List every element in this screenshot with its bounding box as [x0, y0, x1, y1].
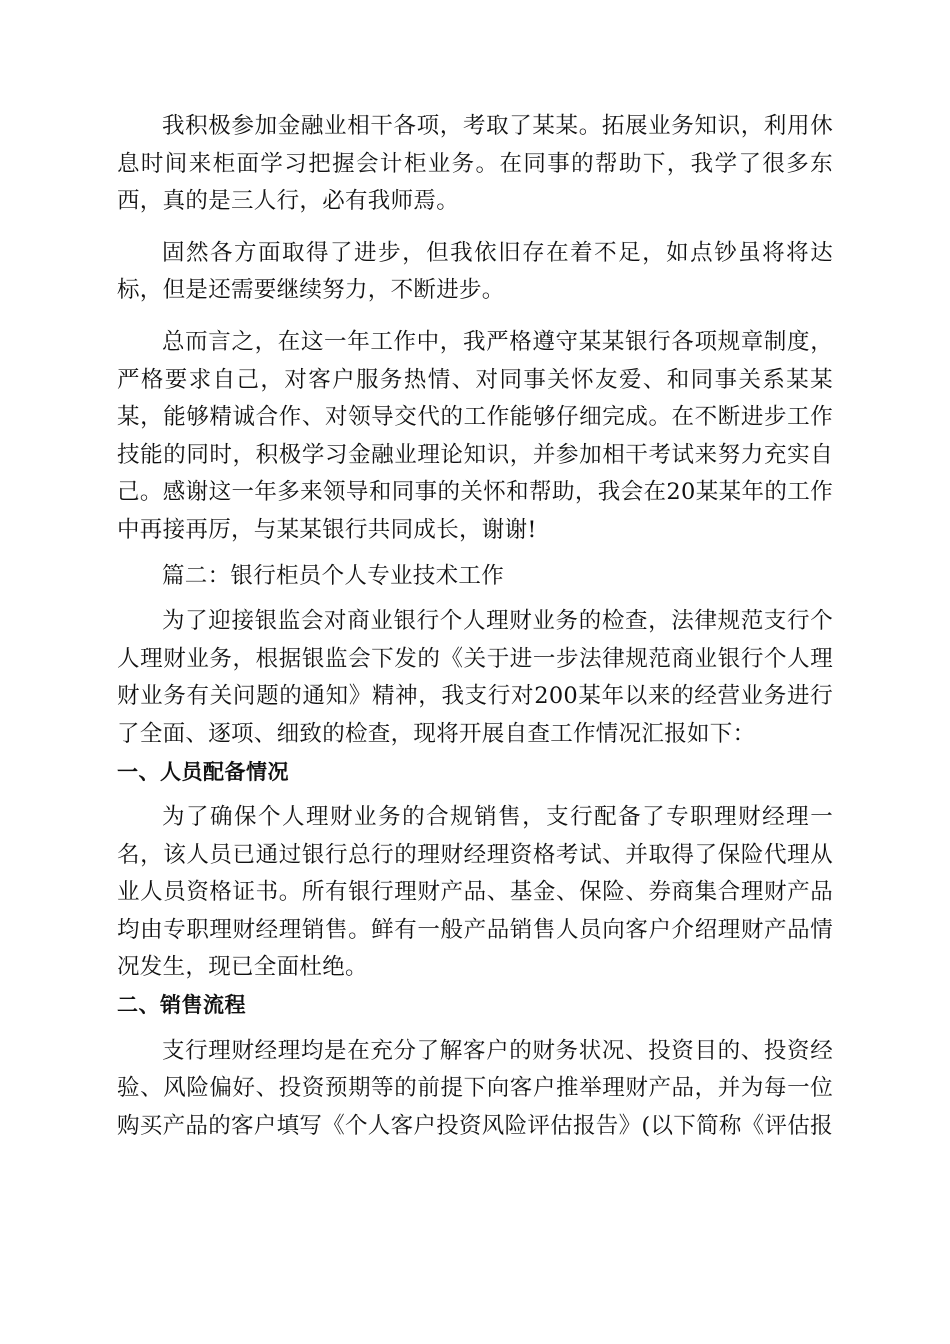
heading-sales-process: 二、销售流程	[117, 993, 246, 1018]
section-title-part-two: 篇二：银行柜员个人专业技术工作	[162, 562, 505, 589]
heading-staffing: 一、人员配备情况	[117, 759, 289, 784]
paragraph-sales-process: 支行理财经理均是在充分了解客户的财务状况、投资目的、投资经验、风险偏好、投资预期等的前提下向客户推举理财产品，并为每一位购买产品的客户填写《个人客户投资风险评估报告》(以下简称《评估报	[117, 1037, 833, 1139]
paragraph-summary: 总而言之，在这一年工作中，我严格遵守某某银行各项规章制度，严格要求自己，对客户服务热情、对同事关怀友爱、和同事关系某某某，能够精诚合作、对领导交代的工作能够仔细完成。在不断进步工作技能的同时，积极学习金融业理论知识，并参加相干考试来努力充实自己。感谢这一年多来领导和同事的关怀和帮助，我会在20某某年的工作中再接再厉，与某某银行共同成长，谢谢!	[117, 328, 833, 543]
document-page	[117, 108, 833, 1145]
paragraph-staffing: 为了确保个人理财业务的合规销售，支行配备了专职理财经理一名，该人员已通过银行总行的理财经理资格考试、并取得了保险代理从业人员资格证书。所有银行理财产品、基金、保险、券商集合理财产品均由专职理财经理销售。鲜有一般产品销售人员向客户介绍理财产品情况发生，现已全面杜绝。	[117, 804, 833, 981]
paragraph-inspection-intro: 为了迎接银监会对商业银行个人理财业务的检查，法律规范支行个人理财业务，根据银监会下发的《关于进一步法律规范商业银行个人理财业务有关问题的通知》精神，我支行对200某年以来的经营业务进行了全面、逐项、细致的检查，现将开展自查工作情况汇报如下：	[117, 608, 833, 747]
paragraph-study-and-learning: 我积极参加金融业相干各项，考取了某某。拓展业务知识，利用休息时间来柜面学习把握会计柜业务。在同事的帮助下，我学了很多东西，真的是三人行，必有我师焉。	[117, 113, 833, 215]
paragraph-shortcomings: 固然各方面取得了进步，但我依旧存在着不足，如点钞虽将将达标，但是还需要继续努力，不断进步。	[117, 239, 833, 304]
